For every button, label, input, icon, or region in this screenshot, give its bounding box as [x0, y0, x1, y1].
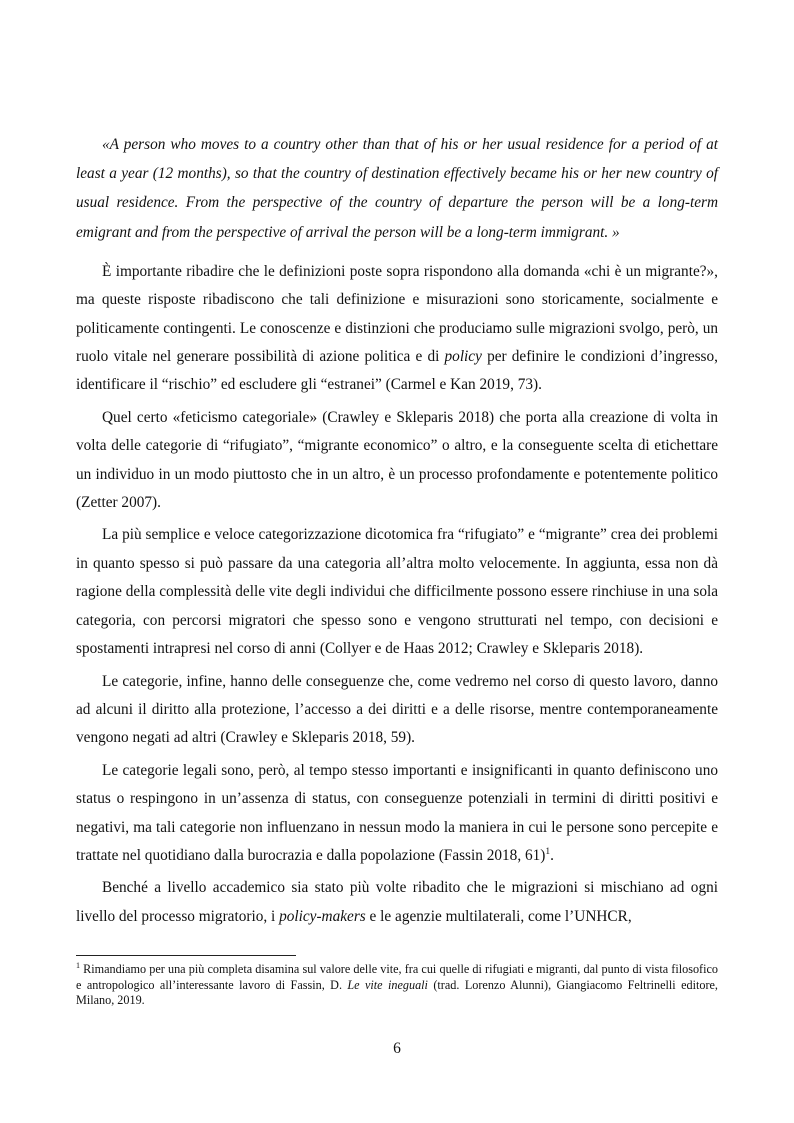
page-body [76, 130, 718, 931]
footnote-divider [76, 955, 296, 956]
paragraph-end: . [550, 846, 554, 864]
paragraph-text: È importante ribadire che le definizioni poste sopra rispondono alla domanda «chi è un migrante?», ma queste risposte ribadiscono che tali definizione e misurazioni sono storicamente, socialmente e politicamente contingenti. Le conoscenze e distinzioni che produciamo sulle migrazioni svolgo, però, un ruolo vitale nel generare possibilità di azione politica e di [76, 262, 718, 366]
paragraph-policy-makers [76, 874, 718, 931]
block-quote [76, 130, 718, 247]
footnote [76, 962, 718, 1009]
paragraph-text: Benché a livello accademico sia stato più volte ribadito che le migrazioni si mischiano ad ogni livello del processo migratorio, i [76, 879, 718, 925]
footnote-text: Rimandiamo per una più completa disamina sul valore delle vite, fra cui quelle di rifugiati e migranti, dal punto di vista filosofico e antropologico all’interessante lavoro di Fassin, D. [76, 962, 718, 992]
paragraph-text: per definire le condizioni d’ingresso, identificare il “rischio” ed escludere gli “estranei” (Carmel e Kan 2019, 73). [76, 348, 718, 394]
paragraph-dichotomy: La più semplice e veloce categorizzazione dicotomica fra “rifugiato” e “migrante” crea dei problemi in quanto spesso si può passare da una categoria all’altra molto velocemente. In aggiunta, essa non dà ragione della complessità delle vite degli individui che difficilmente possono essere rinchiuse in una sola categoria, con percorsi migratori che spesso sono e vengono strutturati nel tempo, con decisioni e spostamenti intrapresi nel corso di anni (Collyer e de Haas 2012; Crawley e Skleparis 2018). [76, 526, 719, 658]
footnote-marker: 1 [76, 960, 80, 970]
paragraph-text: e le agenzie multilaterali, come l’UNHCR, [365, 907, 632, 925]
paragraph-text: Le categorie legali sono, però, al tempo stesso importanti e insignificanti in quanto definiscono uno status o respingono in un’assenza di status, con conseguenze potenziali in termini di diritti positivi e negativi, ma tali categorie non influenzano in nessun modo la maniera in cui le persone sono percepite e trattate nel quotidiano dalla burocrazia e dalla popolazione (Fassin 2018, 61) [76, 761, 718, 864]
footnote-text: (trad. Lorenzo Alunni), Giangiacomo Feltrinelli editore, Milano, 2019. [76, 977, 718, 1008]
paragraph-fetishism: Quel certo «feticismo categoriale» (Crawley e Skleparis 2018) che porta alla creazione di volta in volta delle categorie di “rifugiato”, “migrante economico” o altro, e la conseguente scelta di etichettare un individuo in un modo piuttosto che in un altro, è un processo profondamente e potentemente politico (Zetter 2007). [76, 408, 718, 512]
page-number: 6 [393, 1040, 401, 1057]
emphasis-policy: policy [444, 348, 482, 366]
footnote-reference[interactable]: 1 [545, 846, 551, 857]
paragraph-definitions [76, 258, 718, 400]
footnote-book-title: Le vite ineguali [347, 977, 428, 992]
emphasis-policy-makers: policy-makers [279, 907, 366, 925]
paragraph-legal-categories [76, 757, 718, 871]
quote-text: «A person who moves to a country other than that of his or her usual residence for a period of at least a year (12 months), so that the country of destination effectively became his or her new country of usual residence. From the perspective of the country of departure the person will be a long-term emigrant and from the perspective of arrival the person will be a long-term immigrant. » [76, 136, 718, 241]
paragraph-consequences: Le categorie, infine, hanno delle conseguenze che, come vedremo nel corso di questo lavoro, danno ad alcuni il diritto alla protezione, l’accesso a dei diritti e a delle risorse, mentre contemporaneamente vengono negati ad altri (Crawley e Skleparis 2018, 59). [76, 672, 718, 747]
